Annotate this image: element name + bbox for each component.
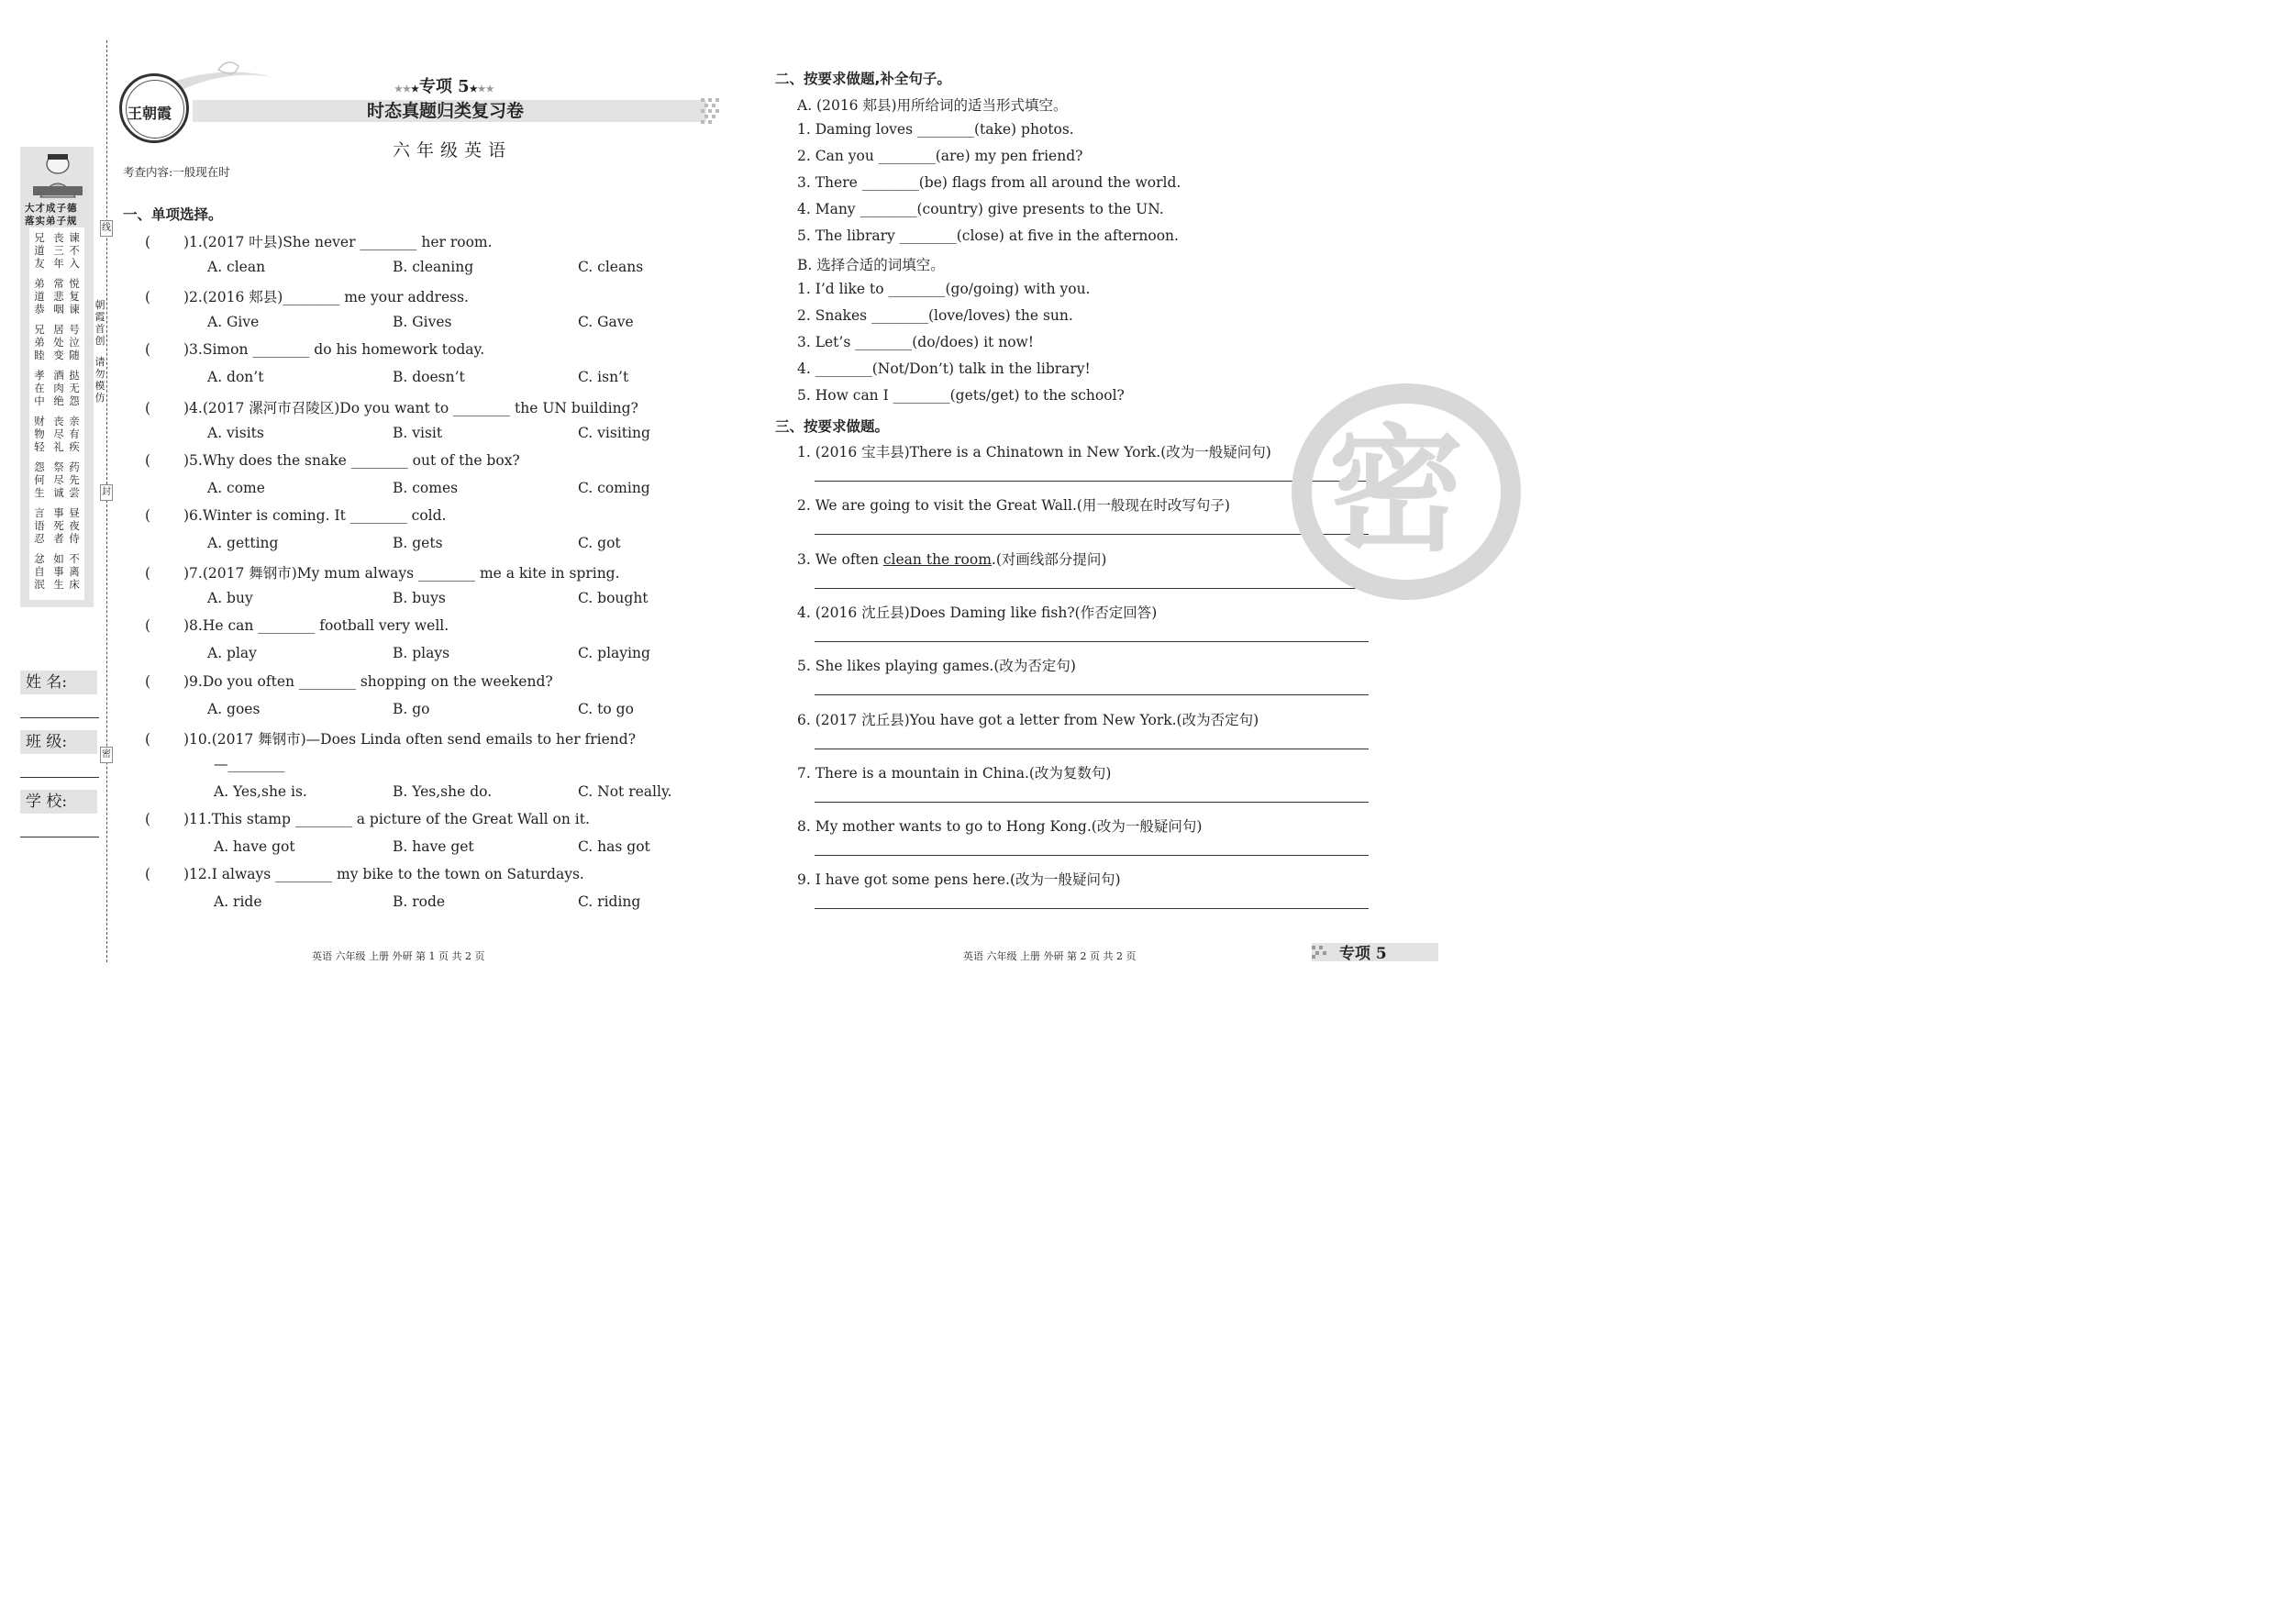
title-bar-dot-pattern (701, 98, 725, 124)
question-7-option-a[interactable]: A. buy (207, 590, 253, 607)
question-10-option-c[interactable]: C. Not really. (578, 782, 672, 800)
question-5-option-b[interactable]: B. comes (393, 479, 459, 496)
question-10 (145, 728, 636, 749)
question-stem: Winter is coming. It ________ cold. (202, 507, 447, 524)
section-2-title: 二、按要求做题,补全句子。 (775, 71, 951, 87)
margin-mark-secret: 密 (100, 747, 113, 763)
answer-paren[interactable]: ( (145, 811, 151, 827)
sidebar-verse-1-7: 言语忍 (34, 506, 45, 545)
sidebar-verse-2-2: 常悲咽 (53, 277, 64, 316)
question-5-option-a[interactable]: A. come (207, 479, 265, 496)
question-6-option-c[interactable]: C. got (578, 535, 621, 551)
content-label: 考查内容:一般现在时 (123, 165, 230, 179)
question-number: )7. (183, 565, 203, 582)
question-11-option-b[interactable]: B. have get (393, 838, 474, 855)
question-stem: This stamp ________ a picture of the Great Wall on it. (211, 811, 590, 827)
section-1-title: 一、单项选择。 (123, 206, 223, 223)
question-text: 2. We are going to visit the Great Wall.(用一般现在时改写句子) (797, 497, 1230, 515)
part-a-item-1: 1. Daming loves ________(take) photos. (797, 121, 1074, 138)
question-8 (145, 617, 449, 634)
rewrite-question-4 (797, 602, 1157, 622)
sidebar-verse-3-2: 悦复谏 (69, 277, 80, 316)
subject-title: 六年级英语 (393, 140, 513, 161)
corner-dot-pattern (1312, 946, 1332, 959)
scholar-illustration-icon (28, 151, 88, 199)
question-stem: I always ________ my bike to the town on Saturdays. (211, 866, 584, 883)
binding-line (106, 40, 107, 962)
question-4 (145, 397, 638, 417)
question-number: )10. (183, 730, 212, 748)
part-b-title: B. 选择合适的词填空。 (797, 257, 945, 273)
rewrite-question-5 (797, 655, 1076, 675)
part-b-item-1: 1. I’d like to ________(go/going) with you. (797, 281, 1091, 297)
question-number: )3. (183, 341, 203, 359)
question-2-option-a[interactable]: A. Give (207, 314, 260, 331)
question-1-option-a[interactable]: A. clean (207, 259, 266, 275)
question-number: )2. (183, 289, 203, 306)
part-a-item-5: 5. The library ________(close) at five in the afternoon. (797, 227, 1179, 244)
part-b-item-2: 2. Snakes ________(love/loves) the sun. (797, 307, 1073, 324)
question-3-option-a[interactable]: A. don’t (207, 369, 264, 386)
question-10-option-a[interactable]: A. Yes,she is. (214, 782, 307, 800)
question-1-option-b[interactable]: B. cleaning (393, 259, 474, 275)
answer-line-3[interactable] (815, 588, 1369, 589)
question-text: 1. (2016 宝丰县)There is a Chinatown in New York.(改为一般疑问句) (797, 444, 1271, 460)
answer-line-1[interactable] (815, 481, 1369, 482)
answer-paren[interactable]: ( (145, 289, 151, 306)
answer-line-2[interactable] (815, 534, 1369, 535)
sidebar-motto-1: 大才成子德 (25, 203, 78, 214)
question-stem: (2017 漯河市召陵区)Do you want to ________ the UN building? (202, 399, 638, 416)
logo-text: 王朝霞 (128, 105, 172, 122)
answer-line-8[interactable] (815, 855, 1369, 856)
sidebar-verse-2-1: 丧三年 (53, 231, 64, 270)
question-1-option-c[interactable]: C. cleans (578, 259, 644, 275)
answer-line-5[interactable] (815, 694, 1369, 695)
section-3-title: 三、按要求做题。 (775, 418, 890, 435)
margin-text-original: 朝霞首创 (94, 299, 105, 347)
sidebar-verse-3-7: 昼夜侍 (69, 506, 80, 545)
answer-paren[interactable]: ( (145, 399, 151, 416)
question-stem: Why does the snake ________ out of the box? (202, 451, 520, 469)
brand-logo (119, 73, 189, 143)
watermark-secret-icon: 密 (1328, 412, 1464, 570)
question-6-option-b[interactable]: B. gets (393, 535, 443, 551)
question-7-option-b[interactable]: B. buys (393, 590, 446, 607)
sidebar-verse-1-1: 兄道友 (34, 231, 45, 270)
part-a-item-2: 2. Can you ________(are) my pen friend? (797, 148, 1083, 164)
question-stem: (2017 舞钢市)—Does Linda often send emails to her friend? (211, 730, 637, 748)
question-number: )12. (183, 866, 212, 883)
question-3-option-c[interactable]: C. isn’t (578, 369, 629, 386)
question-6 (145, 507, 446, 524)
question-12 (145, 866, 584, 882)
question-stem: Do you often ________ shopping on the weekend? (202, 672, 553, 690)
question-text: 4. (2016 沈丘县)Does Daming like fish?(作否定回答) (797, 604, 1158, 621)
part-b-item-5: 5. How can I ________(gets/get) to the school? (797, 387, 1125, 404)
rewrite-question-2 (797, 494, 1230, 515)
sidebar-verse-1-2: 弟道恭 (34, 277, 45, 316)
sidebar-verse-3-3: 号泣随 (69, 323, 80, 361)
question-number: )9. (183, 672, 203, 690)
rewrite-question-1 (797, 441, 1271, 461)
question-8-option-b[interactable]: B. plays (393, 645, 450, 662)
sidebar-verse-2-3: 居处变 (53, 323, 64, 361)
margin-text-no-copy: 请勿模仿 (94, 356, 105, 404)
question-9 (145, 673, 553, 690)
answer-line-4[interactable] (815, 641, 1369, 642)
question-number: )11. (183, 811, 212, 827)
part-a-item-4: 4. Many ________(country) give presents to the UN. (797, 201, 1164, 217)
sidebar-verse-2-6: 祭尽诚 (53, 460, 64, 499)
question-11 (145, 811, 590, 827)
answer-paren[interactable]: ( (145, 234, 151, 250)
rewrite-question-6 (797, 709, 1259, 729)
rewrite-question-3 (797, 549, 1106, 569)
watermark-circle (1292, 383, 1521, 600)
part-a-title: A. (2016 郏县)用所给词的适当形式填空。 (797, 97, 1068, 114)
question-4-option-c[interactable]: C. visiting (578, 424, 650, 441)
name-field[interactable] (20, 717, 99, 718)
answer-paren[interactable]: ( (145, 507, 151, 524)
answer-paren[interactable]: ( (145, 672, 151, 690)
question-7-option-c[interactable]: C. bought (578, 590, 649, 607)
question-3-option-b[interactable]: B. doesn’t (393, 369, 465, 386)
sidebar-verse-2-7: 事死者 (53, 506, 64, 545)
part-b-item-3: 3. Let’s ________(do/does) it now! (797, 334, 1035, 350)
part-a-item-3: 3. There ________(be) flags from all around the world. (797, 174, 1181, 191)
question-2-option-b[interactable]: B. Gives (393, 314, 452, 331)
corner-series-label: 专项 5 (1339, 945, 1387, 963)
question-10-option-b[interactable]: B. Yes,she do. (393, 782, 493, 800)
rewrite-question-9 (797, 869, 1121, 889)
sidebar-verse-2-4: 酒肉绝 (53, 369, 64, 407)
underlined-phrase: clean the room (882, 550, 992, 568)
question-4-option-b[interactable]: B. visit (393, 424, 443, 441)
margin-mark-seal: 封 (100, 484, 113, 501)
sidebar-verse-3-1: 谏不入 (69, 231, 80, 270)
question-9-option-b[interactable]: B. go (393, 700, 430, 717)
question-text: 5. She likes playing games.(改为否定句) (797, 658, 1076, 675)
sidebar-verse-3-4: 挞无怨 (69, 369, 80, 407)
question-number: )8. (183, 617, 203, 635)
question-text: 7. There is a mountain in China.(改为复数句) (797, 764, 1112, 782)
question-5-option-c[interactable]: C. coming (578, 479, 650, 496)
answer-paren[interactable]: ( (145, 866, 151, 883)
sidebar-verse-1-8: 忿自泯 (34, 552, 45, 591)
question-4-option-a[interactable]: A. visits (207, 424, 264, 441)
question-12-option-b[interactable]: B. rode (393, 893, 446, 911)
footer-page-1: 英语 六年级 上册 外研 第 1 页 共 2 页 (312, 950, 485, 962)
question-text: .(对画线部分提问) (991, 550, 1107, 568)
answer-line-7[interactable] (815, 802, 1369, 803)
sidebar-verse-2-8: 如事生 (53, 552, 64, 591)
question-1 (145, 231, 493, 251)
sidebar-verse-2-5: 丧尽礼 (53, 415, 64, 453)
question-2-option-c[interactable]: C. Gave (578, 314, 634, 331)
question-text: 6. (2017 沈丘县)You have got a letter from New York.(改为否定句) (797, 711, 1259, 728)
question-9-option-c[interactable]: C. to go (578, 700, 634, 717)
question-8-option-c[interactable]: C. playing (578, 645, 650, 662)
answer-paren[interactable]: ( (145, 341, 151, 359)
question-12-option-c[interactable]: C. riding (578, 893, 641, 911)
question-11-option-a[interactable]: A. have got (214, 838, 295, 855)
question-stem: He can ________ football very well. (202, 617, 449, 635)
question-11-option-c[interactable]: C. has got (578, 838, 650, 855)
sidebar-verse-3-8: 不离床 (69, 552, 80, 591)
answer-paren[interactable]: ( (145, 565, 151, 582)
class-field[interactable] (20, 777, 99, 778)
page-title: 时态真题归类复习卷 (367, 101, 525, 121)
question-number: )4. (183, 399, 203, 416)
class-label: 班 级: (20, 730, 97, 754)
question-number: )6. (183, 507, 203, 524)
answer-paren[interactable]: ( (145, 451, 151, 469)
question-7 (145, 562, 620, 582)
rewrite-question-8 (797, 815, 1202, 836)
rewrite-question-7 (797, 762, 1111, 782)
sidebar-verse-3-6: 药先尝 (69, 460, 80, 499)
question-5 (145, 452, 520, 469)
question-number: )5. (183, 451, 203, 469)
answer-paren[interactable]: ( (145, 730, 151, 748)
sidebar-verse-3-5: 亲有疾 (69, 415, 80, 453)
question-text: 8. My mother wants to go to Hong Kong.(改为一般疑问句) (797, 818, 1203, 836)
question-text: 3. We often (797, 550, 883, 568)
question-9-option-a[interactable]: A. goes (207, 700, 261, 717)
question-3 (145, 341, 484, 358)
sidebar-verse-1-5: 财物轻 (34, 415, 45, 453)
question-number: )1. (183, 234, 203, 250)
school-label: 学 校: (20, 790, 97, 814)
part-b-item-4: 4. ________(Not/Don’t) talk in the library! (797, 360, 1091, 377)
question-stem: Simon ________ do his homework today. (202, 341, 485, 359)
sidebar-motto-2: 落实弟子规 (25, 216, 78, 227)
question-stem: (2016 郏县)________ me your address. (202, 289, 469, 306)
name-label: 姓 名: (20, 671, 97, 694)
margin-mark-line: 线 (100, 220, 113, 237)
question-6-option-a[interactable]: A. getting (207, 535, 279, 551)
question-2 (145, 286, 469, 306)
answer-line-9[interactable] (815, 908, 1369, 909)
series-label: ★★★专项 5★★★ (394, 77, 494, 96)
question-8-option-a[interactable]: A. play (207, 645, 257, 662)
footer-page-2: 英语 六年级 上册 外研 第 2 页 共 2 页 (963, 950, 1137, 962)
question-text: 9. I have got some pens here.(改为一般疑问句) (797, 871, 1121, 889)
sidebar-verse-1-4: 孝在中 (34, 369, 45, 407)
sidebar-verse-1-3: 兄弟睦 (34, 323, 45, 361)
question-reply-blank[interactable]: —________ (214, 755, 285, 772)
question-stem: (2017 舞钢市)My mum always ________ me a kite in spring. (202, 565, 620, 582)
sidebar-verse-1-6: 怨何生 (34, 460, 45, 499)
question-stem: (2017 叶县)She never ________ her room. (202, 234, 493, 250)
answer-paren[interactable]: ( (145, 617, 151, 635)
question-12-option-a[interactable]: A. ride (214, 893, 262, 911)
